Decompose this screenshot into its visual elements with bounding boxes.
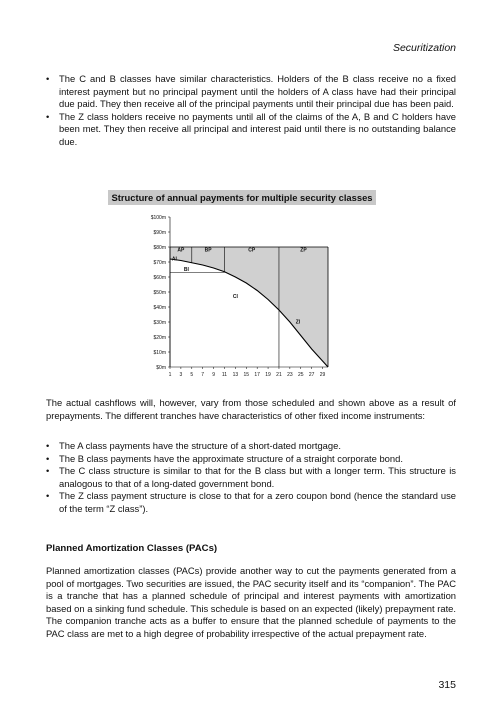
x-tick-label: 7 [201,372,205,378]
bullet-c-b-classes: • The C and B classes have similar characteristics. Holders of the B class receive no a fixed interest payment but no principal payment until the holders of A class have had their principal due paid. They then receive all of the principal payments until their principal due has been paid. [46,73,456,111]
bullet-a-class: • The A class payments have the structure of a short-dated mortgage. [46,440,456,453]
bullet-b-class: • The B class payments have the approximate structure of a straight corporate bond. [46,453,456,466]
x-tick-label: 29 [319,372,326,378]
x-tick-label: 13 [232,372,239,378]
y-tick-label: $0m [156,365,166,371]
x-tick-label: 25 [297,372,304,378]
x-tick-label: 17 [254,372,260,378]
x-tick-label: 5 [190,372,194,378]
region-label: AI [171,256,177,263]
y-tick-label: $50m [153,290,166,296]
pac-text: Planned amortization classes (PACs) provide another way to cut the payments generated from a pool of mortgages. Two securities are issued, the PAC security itself and its “companion”. The PAC is a tranche that has a planned schedule of principal and interest payments with amortization based on a sinking fund schedule. This schedule is based on an expected (likely) prepayment rate. The companion tranche acts as a buffer to ensure that the planned schedule of payments to the PAC class are met to a high degree of probability irrespective of the actual prepayment rate. [46,565,456,639]
x-tick-label: 21 [276,372,282,378]
actual-cashflows-text: The actual cashflows will, however, vary from those scheduled and shown above as a result of prepayments. The different tranches have characteristics of other fixed income instruments: [46,397,456,421]
y-tick-label: $10m [153,350,166,356]
x-tick-label: 19 [265,372,271,378]
section-heading: Planned Amortization Classes (PACs) [46,543,218,554]
x-tick-label: 1 [168,372,172,378]
tranche-characteristics-list [46,440,456,515]
principal-area [170,247,328,367]
bullet-z-class-structure: • The Z class payment structure is close to that for a zero coupon bond (hence the standard use of the term “Z class”). [46,490,456,515]
y-tick-label: $80m [153,245,166,251]
x-tick-label: 9 [212,372,215,378]
region-label: ZP [300,247,307,254]
y-tick-label: $40m [153,305,166,311]
region-label: BP [204,247,212,254]
y-tick-label: $30m [153,320,166,326]
chart-title: Structure of annual payments for multiple security classes [108,190,376,205]
region-label: AP [177,247,185,254]
y-tick-label: $100m [150,215,166,221]
x-tick-label: 23 [287,372,293,378]
page-number: 315 [438,679,456,691]
payment-structure-chart [130,210,350,380]
bullet-c-class: • The C class structure is similar to that for the B class but with a longer term. This structure is analogous to that of a long-dated government bond. [46,465,456,490]
y-tick-label: $60m [153,275,166,281]
pac-paragraph [46,565,456,640]
running-header: Securitization [392,42,456,54]
y-tick-label: $90m [153,230,166,236]
x-tick-label: 11 [221,372,228,378]
x-tick-label: 27 [308,372,315,378]
region-label: CI [232,294,238,300]
actual-cashflows-paragraph [46,397,456,422]
top-bullet-list [46,73,456,148]
y-tick-label: $20m [153,335,166,341]
x-tick-label: 3 [179,372,183,378]
region-label: ZI [295,319,301,326]
y-tick-label: $70m [153,260,166,266]
x-tick-label: 15 [243,372,250,378]
region-label: BI [183,267,189,273]
bullet-z-class: • The Z class holders receive no payments until all of the claims of the A, B and C holders have been met. They then receive all principal and interest paid until there is no outstanding balance due. [46,111,456,149]
region-label: CP [248,247,256,254]
